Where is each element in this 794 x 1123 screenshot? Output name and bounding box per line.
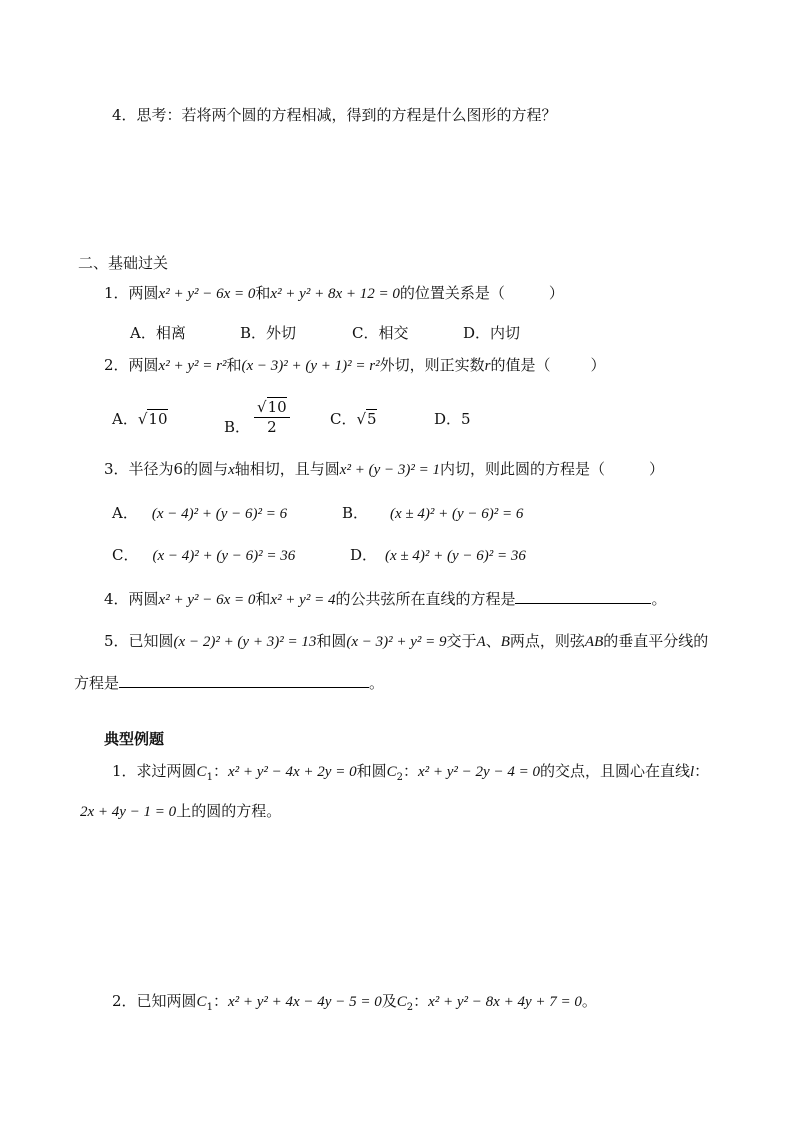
example-title	[104, 729, 164, 749]
equation: x² + y² + 8x + 12 = 0	[270, 286, 400, 302]
problem-text: 的垂直平分线的	[603, 632, 709, 650]
subscript: 2	[396, 772, 403, 783]
equation: x² + y² = 4	[270, 592, 336, 608]
equation: (x − 3)² + (y + 1)² = r²	[241, 358, 380, 374]
problem-text: 和	[255, 284, 271, 302]
problem-text: 方程是	[74, 674, 120, 692]
problem-text: ）	[548, 284, 564, 302]
problem-3-option-b	[342, 503, 523, 524]
equation: 2x + 4y − 1 = 0	[80, 804, 177, 820]
example-1-line-2	[80, 801, 281, 822]
option-d: D．5	[434, 410, 471, 428]
equation: x² + y² + 4x − 4y − 5 = 0	[227, 994, 382, 1010]
problem-text: 和	[226, 356, 242, 374]
problem-text: ：	[212, 762, 228, 780]
option-b: B．外切	[240, 324, 297, 342]
variable: C	[396, 994, 407, 1010]
equation: x² + y² = r²	[158, 358, 227, 374]
problem-text: 轴相切，且与圆	[234, 460, 340, 478]
problem-text: 及	[381, 992, 397, 1010]
option-label: B．	[224, 418, 251, 436]
option-d: D．内切	[463, 324, 521, 342]
numerator: √10	[254, 398, 290, 418]
example-title-text: 典型例题	[104, 730, 165, 748]
problem-text: 内切，则此圆的方程是（	[439, 460, 605, 478]
equation: (x ± 4)² + (y − 6)² = 36	[385, 548, 526, 564]
problem-text: 交于	[446, 632, 477, 650]
problem-4	[104, 589, 667, 610]
problem-text: 1．两圆	[104, 284, 159, 302]
option-label: C．	[330, 410, 357, 428]
variable: C	[196, 764, 207, 780]
question-text: 4．思考：若将两个圆的方程相减，得到的方程是什么图形的方程？	[112, 106, 557, 124]
variable: B	[500, 634, 510, 650]
equation: (x − 4)² + (y − 6)² = 36	[152, 548, 296, 564]
option-a	[112, 409, 168, 429]
problem-text: 和圆	[356, 762, 387, 780]
number: 6	[173, 460, 184, 478]
problem-text: 上的圆的方程。	[176, 802, 282, 820]
problem-text: 。	[651, 590, 667, 608]
sqrt: √10	[137, 410, 168, 428]
variable: C	[386, 764, 397, 780]
radicand: 10	[267, 398, 287, 416]
variable: x	[228, 462, 235, 478]
equation: x² + y² − 8x + 4y + 7 = 0	[428, 994, 582, 1010]
example-2	[112, 991, 597, 1018]
variable: A	[476, 634, 486, 650]
problem-text: 、	[485, 632, 501, 650]
subscript: 1	[206, 1002, 213, 1013]
equation: x² + (y − 3)² = 1	[339, 462, 440, 478]
problem-text: 的交点，且圆心在直线	[539, 762, 690, 780]
problem-3-option-d	[350, 545, 526, 566]
section-title	[78, 253, 168, 273]
question-4-think	[112, 105, 557, 125]
subscript: 1	[206, 772, 213, 783]
option-label: A．	[112, 410, 138, 428]
variable: l	[689, 764, 695, 780]
option-label: C．	[112, 546, 139, 564]
option-label: D．	[350, 546, 378, 564]
variable: r	[484, 358, 491, 374]
problem-text: ：	[402, 762, 418, 780]
problem-text: 的公共弦所在直线的方程是	[335, 590, 516, 608]
equation: x² + y² − 2y − 4 = 0	[418, 764, 540, 780]
variable: C	[196, 994, 207, 1010]
problem-text: 的位置关系是（	[399, 284, 505, 302]
problem-text: ：	[212, 992, 228, 1010]
option-c: C．相交	[352, 324, 409, 342]
problem-3	[104, 459, 664, 480]
answer-blank[interactable]	[515, 589, 651, 604]
equation: (x − 3)² + y² = 9	[346, 634, 447, 650]
option-a: A．相离	[130, 324, 186, 342]
subscript: 2	[406, 1002, 414, 1013]
denominator: 2	[267, 418, 277, 436]
option-c	[330, 409, 377, 429]
section-title-text: 二、基础过关	[78, 254, 169, 272]
problem-text: ）	[590, 356, 606, 374]
problem-text: 两点，则弦	[509, 632, 585, 650]
problem-text: 3．半径为	[104, 460, 174, 478]
option-label: B．	[342, 504, 369, 522]
equation: x² + y² − 6x = 0	[158, 592, 256, 608]
problem-text: 5．已知圆	[104, 632, 174, 650]
problem-text: 的圆与	[183, 460, 229, 478]
option-b	[224, 398, 290, 436]
variable: AB	[584, 634, 604, 650]
answer-blank[interactable]	[119, 673, 369, 688]
problem-text: 和圆	[316, 632, 347, 650]
equation: x² + y² − 6x = 0	[158, 286, 256, 302]
problem-3-option-c	[112, 545, 295, 566]
problem-text: 。	[369, 674, 385, 692]
problem-text: 和	[255, 590, 271, 608]
problem-2	[104, 355, 605, 376]
equation: x² + y² − 4x + 2y = 0	[227, 764, 357, 780]
equation: (x − 2)² + (y + 3)² = 13	[173, 634, 317, 650]
option-label: A．	[112, 504, 138, 522]
problem-5-line-2	[74, 673, 384, 693]
problem-text: 的值是（	[490, 356, 551, 374]
example-1	[112, 761, 709, 788]
radicand: 5	[367, 410, 377, 428]
problem-text: 外切，则正实数	[379, 356, 485, 374]
fraction	[254, 398, 290, 436]
problem-text: 。	[581, 992, 597, 1010]
problem-text: ：	[413, 992, 429, 1010]
problem-3-option-a	[112, 503, 287, 524]
problem-text: 2．已知两圆	[112, 992, 197, 1010]
problem-text: ）	[648, 460, 664, 478]
problem-text: 1．求过两圆	[112, 762, 197, 780]
equation: (x − 4)² + (y − 6)² = 6	[151, 506, 288, 522]
problem-text: 4．两圆	[104, 590, 159, 608]
sqrt: √5	[356, 410, 377, 428]
problem-1	[104, 283, 564, 304]
radicand: 10	[148, 410, 168, 428]
problem-5	[104, 631, 708, 652]
problem-text: 2．两圆	[104, 356, 159, 374]
problem-text: ：	[694, 762, 710, 780]
equation: (x ± 4)² + (y − 6)² = 6	[390, 506, 524, 522]
